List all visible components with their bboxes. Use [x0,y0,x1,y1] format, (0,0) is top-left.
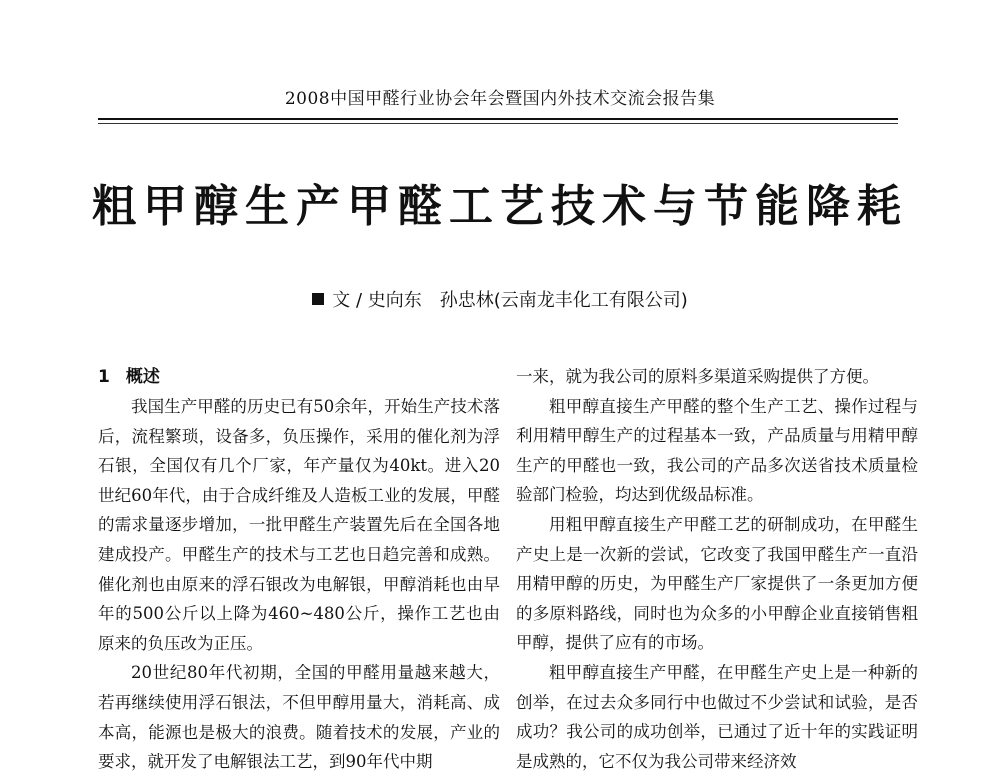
paragraph: 粗甲醇直接生产甲醛的整个生产工艺、操作过程与利用精甲醇生产的过程基本一致，产品质量与用精甲醇生产的甲醛也一致，我公司的产品多次送省技术质量检验部门检验，均达到优级品标准。 [516,396,918,505]
paragraph: 我国生产甲醛的历史已有50余年，开始生产技术落后，流程繁琐，设备多，负压操作，采用的催化剂为浮石银，全国仅有几个厂家，年产量仅为40kt。进入20世纪60年代，由于合成纤维及人造板工业的发展，甲醛的需求量逐步增加，一批甲醛生产装置先后在全国各地建成投产。甲醛生产的技术与工艺也日趋完善和成熟。催化剂也由原来的浮石银改为电解银，甲醇消耗也由早年的500公斤以上降为460~480公斤，操作工艺也由原来的负压改为正压。 [98,397,500,653]
running-header: 2008中国甲醛行业协会年会暨国内外技术交流会报告集 [284,89,716,109]
paragraph: 粗甲醇直接生产甲醛，在甲醛生产史上是一种新的创举，在过去众多同行中也做过不少尝试和试验，是否成功？我公司的成功创举，已通过了近十年的实践证明是成熟的，它不仅为我公司带来经济效 [516,662,918,771]
paragraph-continued: 一来，就为我公司的原料多渠道采购提供了方便。 [516,367,879,386]
byline [0,286,1000,312]
right-column [516,362,918,776]
header-rule-thin [98,123,898,124]
section-heading [98,362,500,392]
section-title: 概述 [125,367,160,387]
paragraph: 用粗甲醇直接生产甲醛工艺的研制成功，在甲醛生产史上是一次新的尝试，它改变了我国甲醛生产一直沿用精甲醇的历史，为甲醛生产厂家提供了一条更加方便的多原料路线，同时也为众多的小甲醇企业直接销售粗甲醇，提供了应有的市场。 [516,514,918,653]
header-rule-thick [98,118,898,120]
paragraph: 20世纪80年代初期，全国的甲醛用量越来越大，若再继续使用浮石银法，不但甲醇用量大，消耗高、成本高，能源也是极大的浪费。随着技术的发展，产业的要求，就开发了电解银法工艺，到90年代中期 [98,663,500,772]
section-number: 1 [98,367,110,387]
square-bullet-icon [312,293,324,305]
author-affiliation: 文 / 史向东 孙忠林(云南龙丰化工有限公司) [332,290,688,311]
article-title: 粗甲醇生产甲醛工艺技术与节能降耗 [92,181,908,232]
left-column [98,362,500,777]
